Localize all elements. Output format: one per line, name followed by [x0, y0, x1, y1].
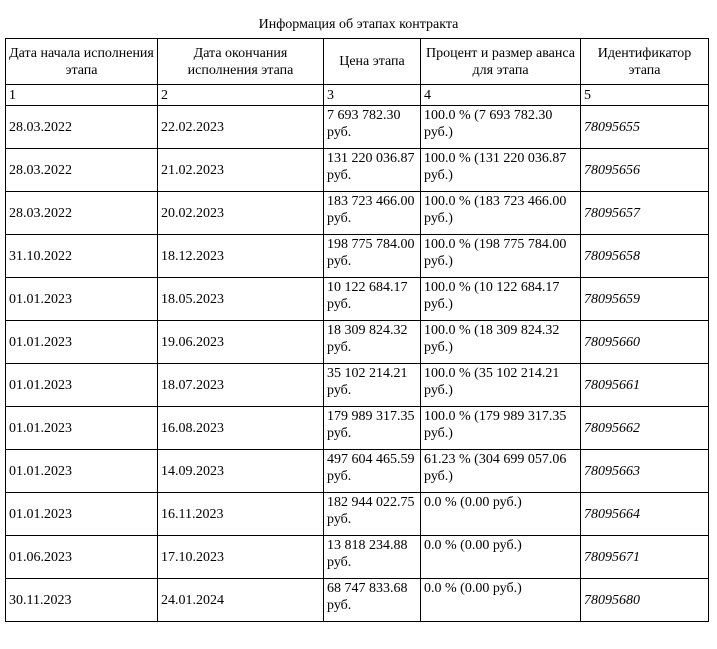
stage-advance: 0.0 % (0.00 руб.)	[421, 493, 581, 536]
stage-end-date: 14.09.2023	[158, 450, 324, 493]
table-row	[6, 493, 709, 536]
stage-start-date: 30.11.2023	[6, 579, 158, 622]
stage-end-date: 22.02.2023	[158, 106, 324, 149]
stage-advance: 100.0 % (179 989 317.35 руб.)	[421, 407, 581, 450]
table-row	[6, 235, 709, 278]
stage-start-date: 01.01.2023	[6, 321, 158, 364]
stage-end-date: 17.10.2023	[158, 536, 324, 579]
header-row	[6, 39, 709, 85]
stage-price: 198 775 784.00 руб.	[324, 235, 421, 278]
column-number: 5	[581, 85, 709, 106]
table-row	[6, 364, 709, 407]
stage-price: 182 944 022.75 руб.	[324, 493, 421, 536]
table-row	[6, 192, 709, 235]
stage-end-date: 21.02.2023	[158, 149, 324, 192]
stage-end-date: 16.08.2023	[158, 407, 324, 450]
stage-end-date: 18.05.2023	[158, 278, 324, 321]
stage-end-date: 19.06.2023	[158, 321, 324, 364]
table-row	[6, 106, 709, 149]
stage-price: 10 122 684.17 руб.	[324, 278, 421, 321]
column-number: 1	[6, 85, 158, 106]
contract-stages-table	[5, 38, 709, 622]
stage-price: 18 309 824.32 руб.	[324, 321, 421, 364]
stage-identifier: 78095660	[581, 321, 709, 364]
stage-advance: 100.0 % (198 775 784.00 руб.)	[421, 235, 581, 278]
stage-identifier: 78095659	[581, 278, 709, 321]
stage-advance: 100.0 % (183 723 466.00 руб.)	[421, 192, 581, 235]
stage-start-date: 28.03.2022	[6, 106, 158, 149]
stage-advance: 100.0 % (131 220 036.87 руб.)	[421, 149, 581, 192]
stage-identifier: 78095657	[581, 192, 709, 235]
column-number: 3	[324, 85, 421, 106]
table-row	[6, 450, 709, 493]
stage-identifier: 78095680	[581, 579, 709, 622]
stage-start-date: 01.01.2023	[6, 493, 158, 536]
stage-advance: 100.0 % (7 693 782.30 руб.)	[421, 106, 581, 149]
stage-price: 497 604 465.59 руб.	[324, 450, 421, 493]
stage-advance: 0.0 % (0.00 руб.)	[421, 579, 581, 622]
stage-start-date: 01.01.2023	[6, 450, 158, 493]
table-row	[6, 579, 709, 622]
stage-advance: 0.0 % (0.00 руб.)	[421, 536, 581, 579]
stage-identifier: 78095661	[581, 364, 709, 407]
stage-end-date: 24.01.2024	[158, 579, 324, 622]
stage-end-date: 20.02.2023	[158, 192, 324, 235]
stage-advance: 100.0 % (35 102 214.21 руб.)	[421, 364, 581, 407]
stage-advance: 61.23 % (304 699 057.06 руб.)	[421, 450, 581, 493]
header-end-date: Дата окончания исполнения этапа	[158, 39, 324, 85]
stage-identifier: 78095656	[581, 149, 709, 192]
stage-price: 131 220 036.87 руб.	[324, 149, 421, 192]
stage-price: 183 723 466.00 руб.	[324, 192, 421, 235]
stage-price: 35 102 214.21 руб.	[324, 364, 421, 407]
table-row	[6, 536, 709, 579]
header-start-date: Дата начала исполнения этапа	[6, 39, 158, 85]
stage-start-date: 01.01.2023	[6, 407, 158, 450]
stage-price: 68 747 833.68 руб.	[324, 579, 421, 622]
stage-start-date: 01.01.2023	[6, 278, 158, 321]
table-row	[6, 321, 709, 364]
stage-start-date: 28.03.2022	[6, 192, 158, 235]
stage-start-date: 01.06.2023	[6, 536, 158, 579]
stage-identifier: 78095655	[581, 106, 709, 149]
stage-identifier: 78095658	[581, 235, 709, 278]
stage-end-date: 16.11.2023	[158, 493, 324, 536]
table-row	[6, 278, 709, 321]
column-number: 2	[158, 85, 324, 106]
stage-price: 7 693 782.30 руб.	[324, 106, 421, 149]
stage-end-date: 18.12.2023	[158, 235, 324, 278]
column-number: 4	[421, 85, 581, 106]
column-number-row	[6, 85, 709, 106]
stage-price: 179 989 317.35 руб.	[324, 407, 421, 450]
table-row	[6, 149, 709, 192]
stage-start-date: 28.03.2022	[6, 149, 158, 192]
table-row	[6, 407, 709, 450]
stage-identifier: 78095671	[581, 536, 709, 579]
stage-identifier: 78095664	[581, 493, 709, 536]
stage-advance: 100.0 % (18 309 824.32 руб.)	[421, 321, 581, 364]
stage-identifier: 78095662	[581, 407, 709, 450]
stage-start-date: 01.01.2023	[6, 364, 158, 407]
header-identifier: Идентификатор этапа	[581, 39, 709, 85]
header-advance: Процент и размер аванса для этапа	[421, 39, 581, 85]
stage-end-date: 18.07.2023	[158, 364, 324, 407]
stage-start-date: 31.10.2022	[6, 235, 158, 278]
table-caption: Информация об этапах контракта	[258, 17, 459, 32]
stage-identifier: 78095663	[581, 450, 709, 493]
stage-price: 13 818 234.88 руб.	[324, 536, 421, 579]
header-price: Цена этапа	[324, 39, 421, 85]
stage-advance: 100.0 % (10 122 684.17 руб.)	[421, 278, 581, 321]
